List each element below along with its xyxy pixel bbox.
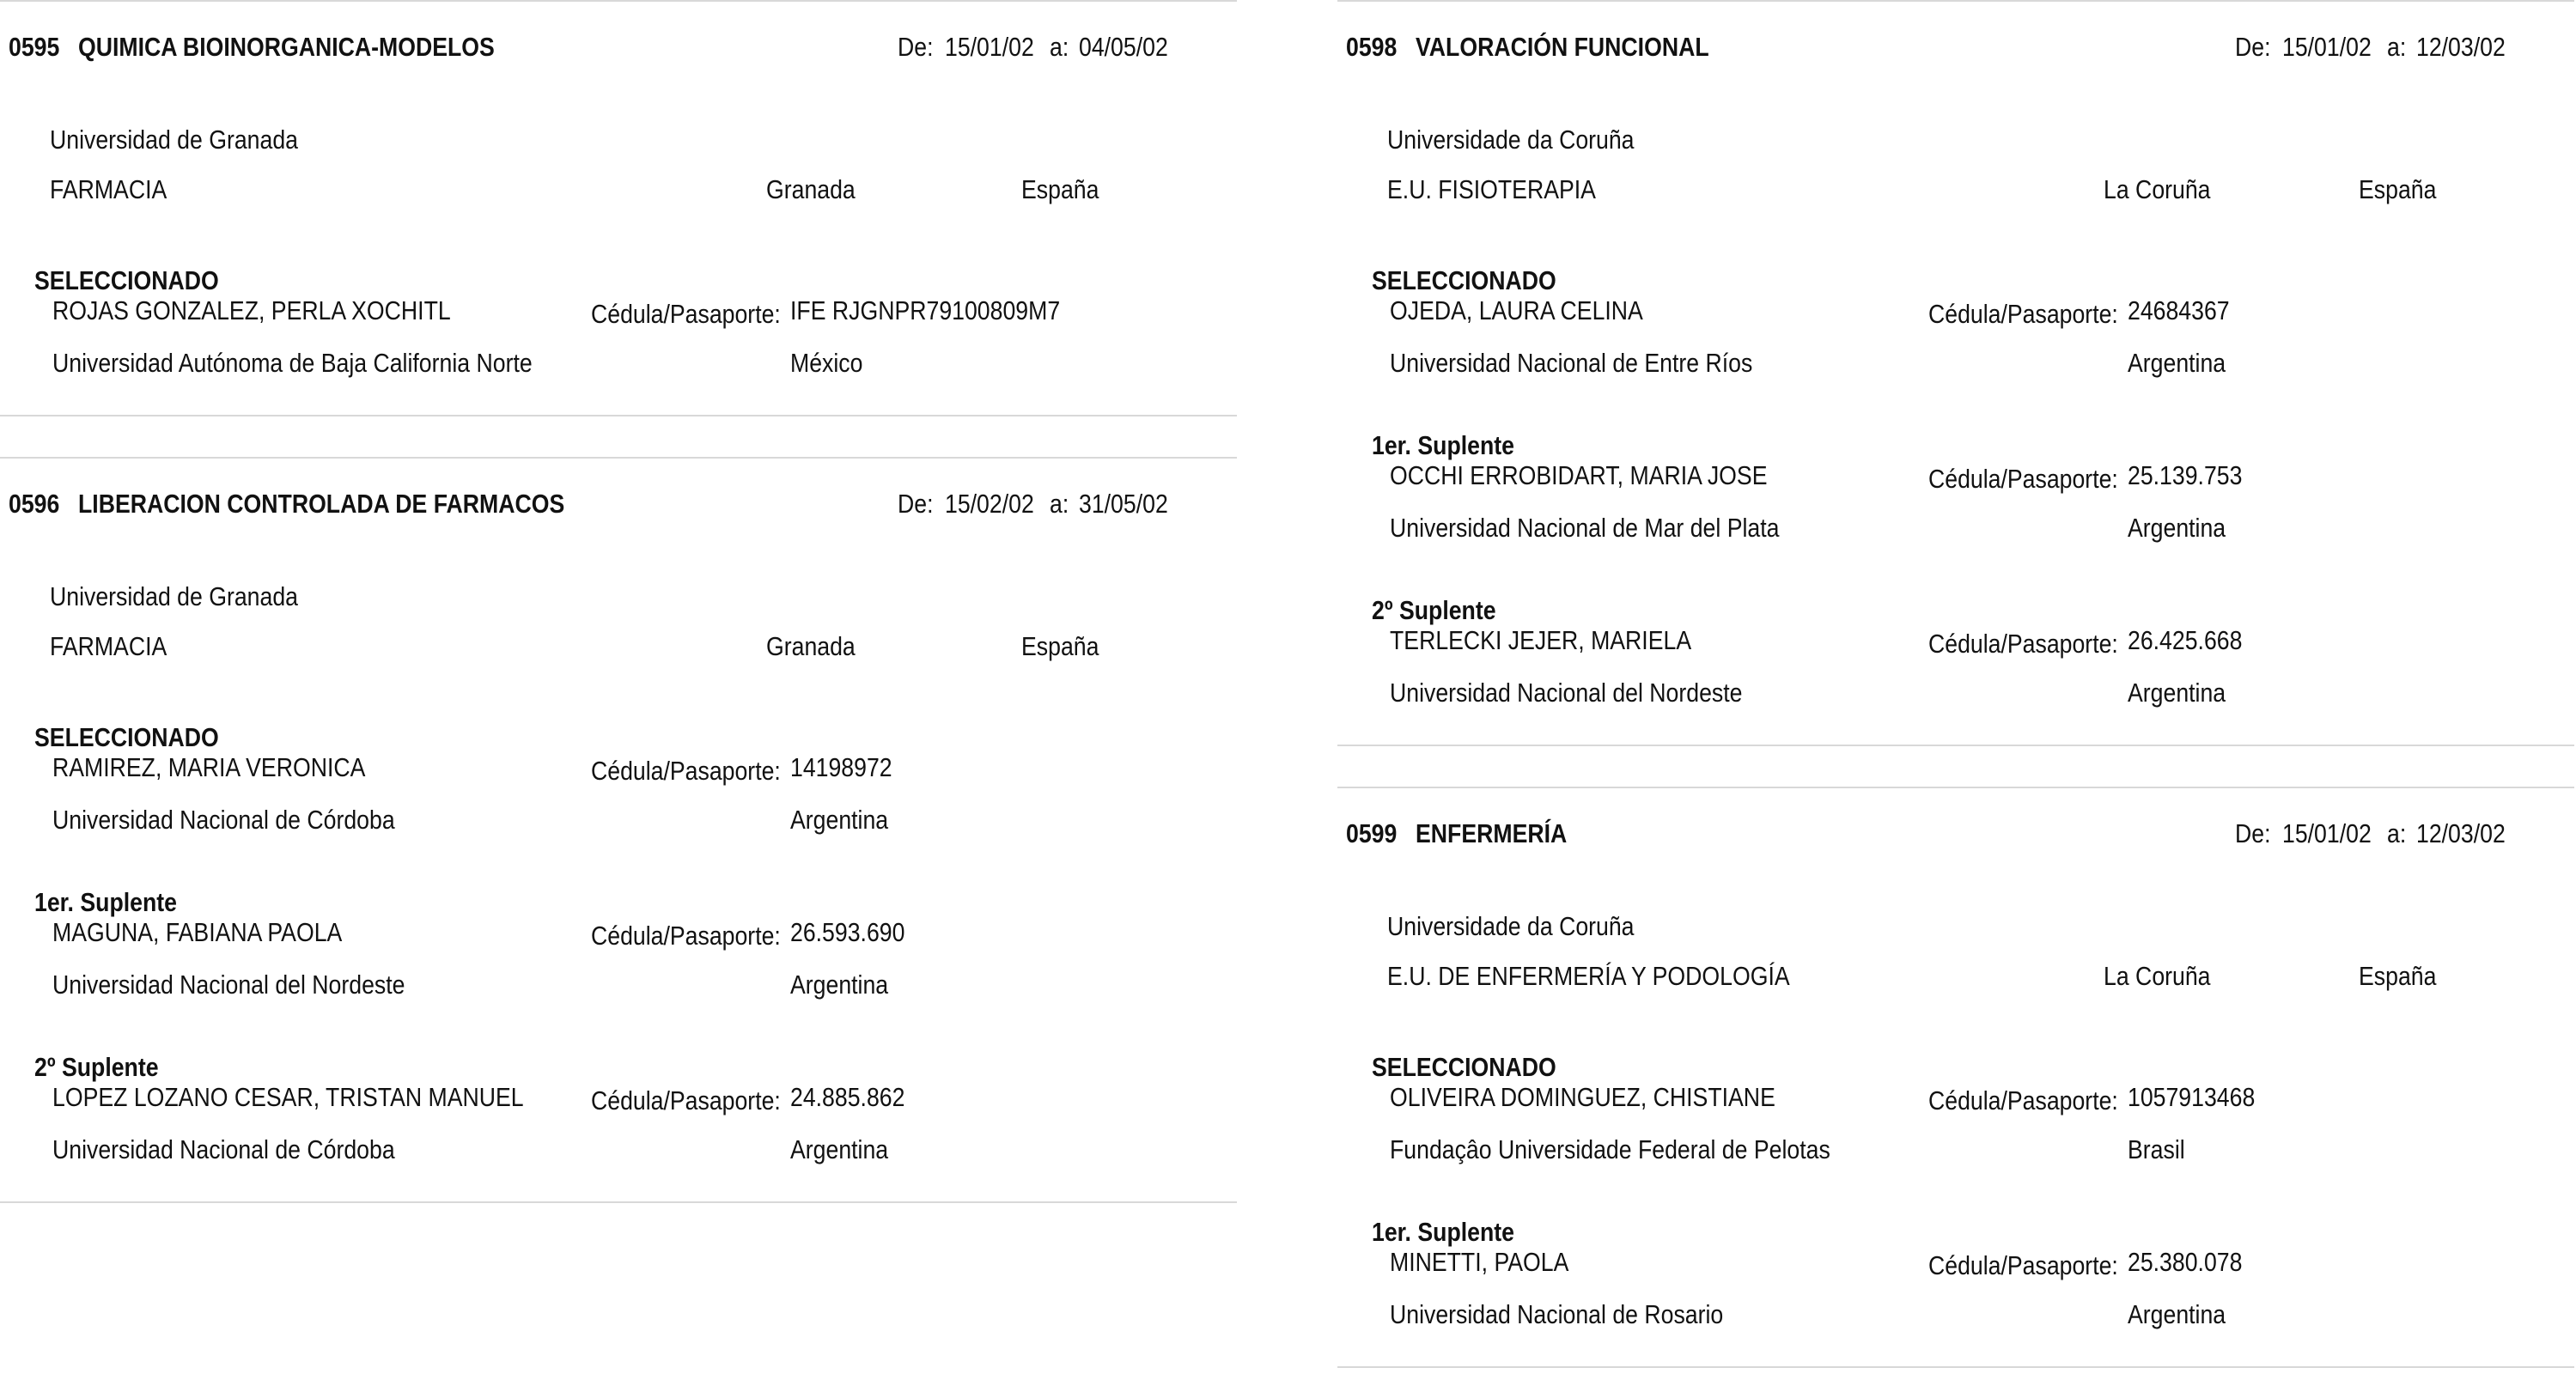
host-country: España [2359, 961, 2437, 991]
block-divider [1337, 745, 2574, 746]
candidate-country: Argentina [790, 970, 889, 1000]
host-university: Universidad de Granada [50, 581, 299, 611]
date-to-label: a: [1050, 489, 1069, 519]
doc-label: Cédula/Pasaporte: [1928, 629, 2118, 659]
candidate-name: OJEDA, LAURA CELINA [1390, 295, 1643, 325]
candidate-name: ROJAS GONZALEZ, PERLA XOCHITL [52, 295, 451, 325]
doc-label: Cédula/Pasaporte: [591, 756, 781, 786]
candidate-doc: 14198972 [790, 752, 892, 782]
program-title: VALORACIÓN FUNCIONAL [1416, 32, 1709, 62]
date-to-label: a: [1050, 32, 1069, 62]
doc-label: Cédula/Pasaporte: [1928, 1085, 2118, 1115]
program-title: QUIMICA BIOINORGANICA-MODELOS [78, 32, 495, 62]
candidate-role: 2º Suplente [34, 1052, 159, 1082]
block-divider [1337, 0, 2574, 2]
candidate-country: Argentina [790, 805, 889, 835]
block-divider [0, 0, 1237, 2]
candidate-doc: 24684367 [2128, 295, 2230, 325]
date-to: 31/05/02 [1079, 489, 1168, 519]
candidate-doc: 24.885.862 [790, 1082, 905, 1112]
host-faculty: FARMACIA [50, 174, 167, 204]
candidate-role: 1er. Suplente [34, 887, 177, 917]
host-country: España [1021, 174, 1099, 204]
candidate-doc: IFE RJGNPR79100809M7 [790, 295, 1061, 325]
host-faculty: E.U. DE ENFERMERÍA Y PODOLOGÍA [1387, 961, 1790, 991]
doc-label: Cédula/Pasaporte: [1928, 1250, 2118, 1280]
candidate-name: TERLECKI JEJER, MARIELA [1390, 625, 1692, 655]
program-code: 0598 [1346, 32, 1398, 62]
date-from: 15/02/02 [945, 489, 1034, 519]
candidate-name: MAGUNA, FABIANA PAOLA [52, 917, 343, 947]
candidate-university: Universidad Nacional de Entre Ríos [1390, 348, 1753, 378]
block-divider [0, 457, 1237, 459]
date-from: 15/01/02 [2282, 818, 2372, 848]
date-to: 12/03/02 [2416, 32, 2506, 62]
host-city: Granada [766, 631, 856, 661]
candidate-doc: 1057913468 [2128, 1082, 2256, 1112]
host-country: España [2359, 174, 2437, 204]
candidate-doc: 25.380.078 [2128, 1247, 2243, 1277]
candidate-role: 1er. Suplente [1372, 430, 1514, 460]
doc-label: Cédula/Pasaporte: [1928, 299, 2118, 329]
host-faculty: FARMACIA [50, 631, 167, 661]
block-divider [1337, 787, 2574, 788]
candidate-university: Universidad Nacional del Nordeste [1390, 678, 1743, 708]
candidate-country: Brasil [2128, 1134, 2185, 1164]
date-from-label: De: [2235, 818, 2271, 848]
program-code: 0596 [9, 489, 60, 519]
doc-label: Cédula/Pasaporte: [591, 1085, 781, 1115]
date-to: 04/05/02 [1079, 32, 1168, 62]
candidate-doc: 26.593.690 [790, 917, 905, 947]
host-university: Universidade da Coruña [1387, 911, 1635, 941]
candidate-country: Argentina [2128, 678, 2226, 708]
candidate-university: Universidad Nacional de Rosario [1390, 1299, 1724, 1329]
candidate-role: SELECCIONADO [1372, 1052, 1556, 1082]
doc-label: Cédula/Pasaporte: [591, 299, 781, 329]
block-divider [0, 1201, 1237, 1203]
doc-label: Cédula/Pasaporte: [1928, 464, 2118, 494]
candidate-country: Argentina [2128, 348, 2226, 378]
date-from-label: De: [898, 489, 934, 519]
program-title: ENFERMERÍA [1416, 818, 1568, 848]
candidate-role: 2º Suplente [1372, 595, 1496, 625]
date-to-label: a: [2387, 32, 2407, 62]
date-from-label: De: [2235, 32, 2271, 62]
host-city: La Coruña [2104, 174, 2211, 204]
host-university: Universidade da Coruña [1387, 125, 1635, 155]
candidate-university: Universidad Nacional de Córdoba [52, 1134, 395, 1164]
date-from: 15/01/02 [945, 32, 1034, 62]
host-country: España [1021, 631, 1099, 661]
candidate-university: Fundaçâo Universidade Federal de Pelotas [1390, 1134, 1830, 1164]
candidate-name: RAMIREZ, MARIA VERONICA [52, 752, 366, 782]
program-code: 0599 [1346, 818, 1398, 848]
program-code: 0595 [9, 32, 60, 62]
block-divider [1337, 1366, 2574, 1368]
candidate-university: Universidad Nacional de Mar del Plata [1390, 513, 1780, 543]
host-faculty: E.U. FISIOTERAPIA [1387, 174, 1596, 204]
host-city: Granada [766, 174, 856, 204]
candidate-role: SELECCIONADO [34, 722, 219, 752]
candidate-name: MINETTI, PAOLA [1390, 1247, 1569, 1277]
host-university: Universidad de Granada [50, 125, 299, 155]
date-from-label: De: [898, 32, 934, 62]
candidate-role: 1er. Suplente [1372, 1217, 1514, 1247]
candidate-university: Universidad Nacional del Nordeste [52, 970, 405, 1000]
candidate-name: LOPEZ LOZANO CESAR, TRISTAN MANUEL [52, 1082, 524, 1112]
candidate-name: OLIVEIRA DOMINGUEZ, CHISTIANE [1390, 1082, 1775, 1112]
date-to: 12/03/02 [2416, 818, 2506, 848]
doc-label: Cédula/Pasaporte: [591, 921, 781, 951]
candidate-country: Argentina [790, 1134, 889, 1164]
date-to-label: a: [2387, 818, 2407, 848]
candidate-country: Argentina [2128, 513, 2226, 543]
program-title: LIBERACION CONTROLADA DE FARMACOS [78, 489, 565, 519]
candidate-country: México [790, 348, 863, 378]
candidate-country: Argentina [2128, 1299, 2226, 1329]
candidate-university: Universidad Nacional de Córdoba [52, 805, 395, 835]
block-divider [0, 415, 1237, 416]
candidate-university: Universidad Autónoma de Baja California Norte [52, 348, 533, 378]
candidate-name: OCCHI ERROBIDART, MARIA JOSE [1390, 460, 1768, 490]
candidate-role: SELECCIONADO [34, 265, 219, 295]
candidate-doc: 26.425.668 [2128, 625, 2243, 655]
candidate-role: SELECCIONADO [1372, 265, 1556, 295]
host-city: La Coruña [2104, 961, 2211, 991]
date-from: 15/01/02 [2282, 32, 2372, 62]
candidate-doc: 25.139.753 [2128, 460, 2243, 490]
